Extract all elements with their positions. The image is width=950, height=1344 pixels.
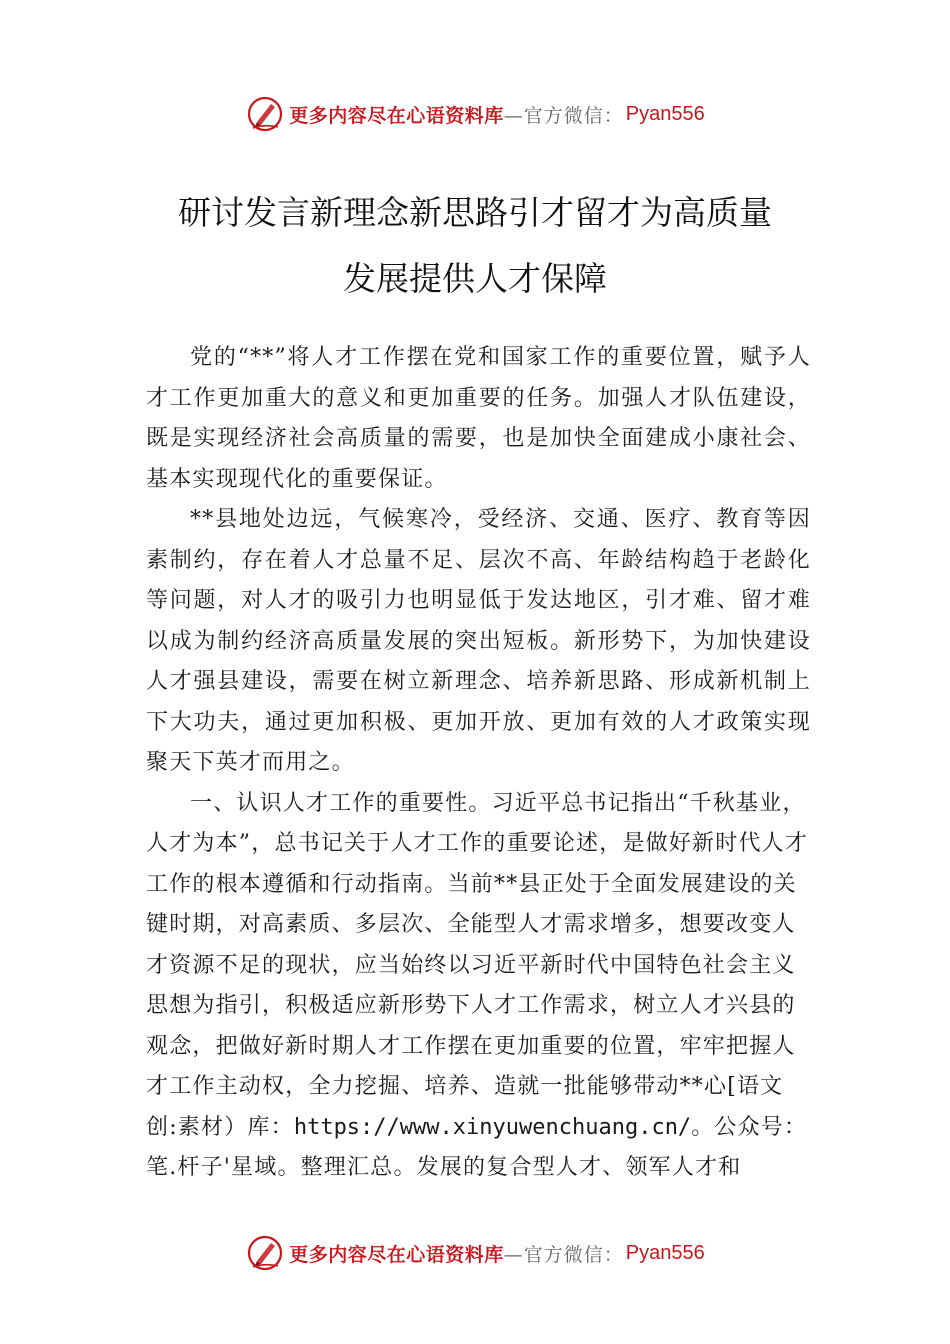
pen-logo-icon <box>245 1233 285 1273</box>
paragraph-3-text: 一、认识人才工作的重要性。习近平总书记指出“千秋基业，人才为本”，总书记关于人才工作的重要论述，是做好新时代人才工作的根本遵循和行动指南。当前**县正处于全面发展建设的关键时期，对高素质、多层次、全能型人才需求增多，想要改变人才资源不足的现状，应当始终以习近平新时代中国特色社会主义思想为指引，积极适应新形势下人才工作需求，树立人才兴县的观念，把做好新时期人才工作摆在更加重要的位置，牢牢把握人才工作主动权，全力挖掘、培养、造就一批能够带动**心[语文创:素材）库： <box>146 790 809 1140</box>
watermark-banner-bottom <box>0 1231 950 1275</box>
watermark-wechat-id: Pyan556 <box>625 102 705 125</box>
watermark-wechat-id: Pyan556 <box>625 1241 705 1264</box>
document-title <box>100 180 850 312</box>
title-line-1: 研讨发言新理念新思路引才留才为高质量 <box>178 193 772 232</box>
watermark-gray-text: —官方微信： <box>503 104 624 127</box>
title-line-2: 发展提供人才保障 <box>343 259 607 298</box>
watermark-gray-text: —官方微信： <box>503 1243 624 1266</box>
paragraph-3 <box>146 784 811 1189</box>
watermark-red-text: 更多内容尽在心语资料库 <box>289 1243 504 1266</box>
pen-logo-icon <box>245 94 285 134</box>
paragraph-3-tail: 。公众号：笔.杆子'星域。整理汇总。发展的复合型人才、领军人才和 <box>146 1114 808 1180</box>
paragraph-1: 党的“**”将人才工作摆在党和国家工作的重要位置，赋予人才工作更加重大的意义和更加重要的任务。加强人才队伍建设，既是实现经济社会高质量的需要，也是加快全面建成小康社会、基本实现现代化的重要保证。 <box>146 345 811 492</box>
paragraph-3-url: https://www.xinyuwenchuang.cn/ <box>293 1114 692 1140</box>
watermark-red-text: 更多内容尽在心语资料库 <box>289 104 504 127</box>
document-body <box>146 338 811 1189</box>
paragraph-2: **县地处边远，气候寒冷，受经济、交通、医疗、教育等因素制约，存在着人才总量不足、层次不高、年龄结构趋于老龄化等问题，对人才的吸引力也明显低于发达地区，引才难、留才难以成为制约经济高质量发展的突出短板。新形势下，为加快建设人才强县建设，需要在树立新理念、培养新思路、形成新机制上下大功夫，通过更加积极、更加开放、更加有效的人才政策实现聚天下英才而用之。 <box>146 507 811 775</box>
watermark-banner-top <box>0 92 950 136</box>
